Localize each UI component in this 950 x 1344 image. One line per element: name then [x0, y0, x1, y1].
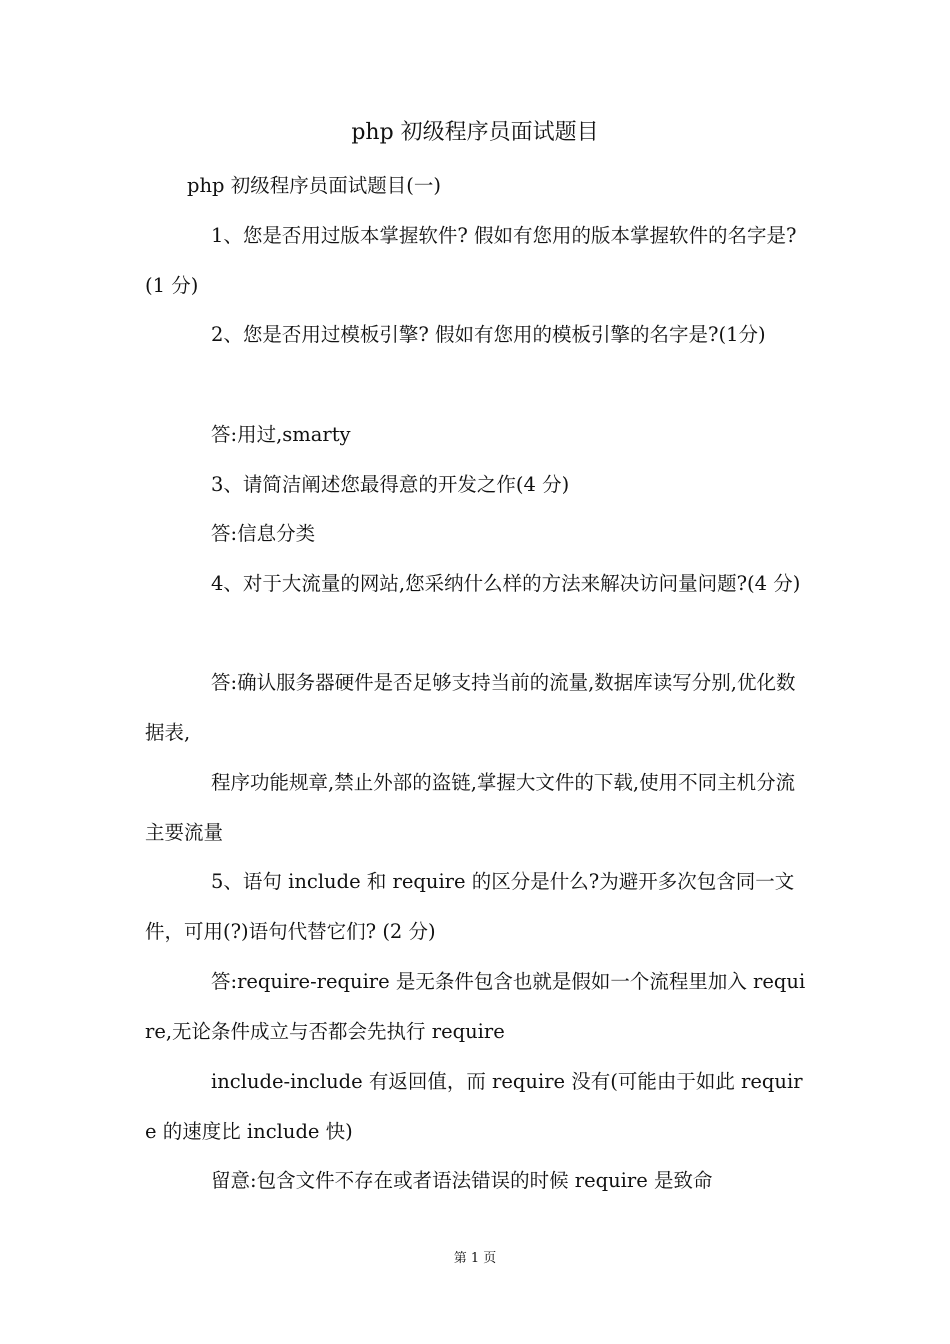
page-number: 第 1 页: [453, 1251, 497, 1266]
answer-5-part-1: 答:require-require 是无条件包含也就是假如一个流程里加入 require,无论条件成立与否都会先执行 require: [145, 970, 806, 1043]
answer-5-note: 留意:包含文件不存在或者语法错误的时候 require 是致命: [211, 1169, 713, 1192]
question-4: 4、对于大流量的网站,您采纳什么样的方法来解决访问量问题?(4 分): [211, 572, 801, 595]
section-heading: php 初级程序员面试题目(一): [187, 174, 441, 197]
document-title: php 初级程序员面试题目: [351, 120, 599, 145]
answer-5-part-2: include-include 有返回值，而 require 没有(可能由于如此 require 的速度比 include 快): [145, 1070, 803, 1143]
question-1: 1、您是否用过版本掌握软件? 假如有您用的版本掌握软件的名字是?(1 分): [145, 224, 797, 297]
question-3: 3、请简洁阐述您最得意的开发之作(4 分): [211, 473, 570, 496]
answer-4-part-2: 程序功能规章,禁止外部的盗链,掌握大文件的下载,使用不同主机分流主要流量: [145, 771, 796, 844]
answer-3: 答:信息分类: [211, 522, 316, 545]
answer-4-part-1: 答:确认服务器硬件是否足够支持当前的流量,数据库读写分别,优化数据表,: [145, 671, 796, 744]
answer-2: 答:用过,smarty: [211, 423, 351, 446]
question-5: 5、语句 include 和 require 的区分是什么?为避开多次包含同一文件，可用(?)语句代替它们? (2 分): [145, 870, 795, 943]
question-2: 2、您是否用过模板引擎? 假如有您用的模板引擎的名字是?(1分): [211, 323, 766, 346]
